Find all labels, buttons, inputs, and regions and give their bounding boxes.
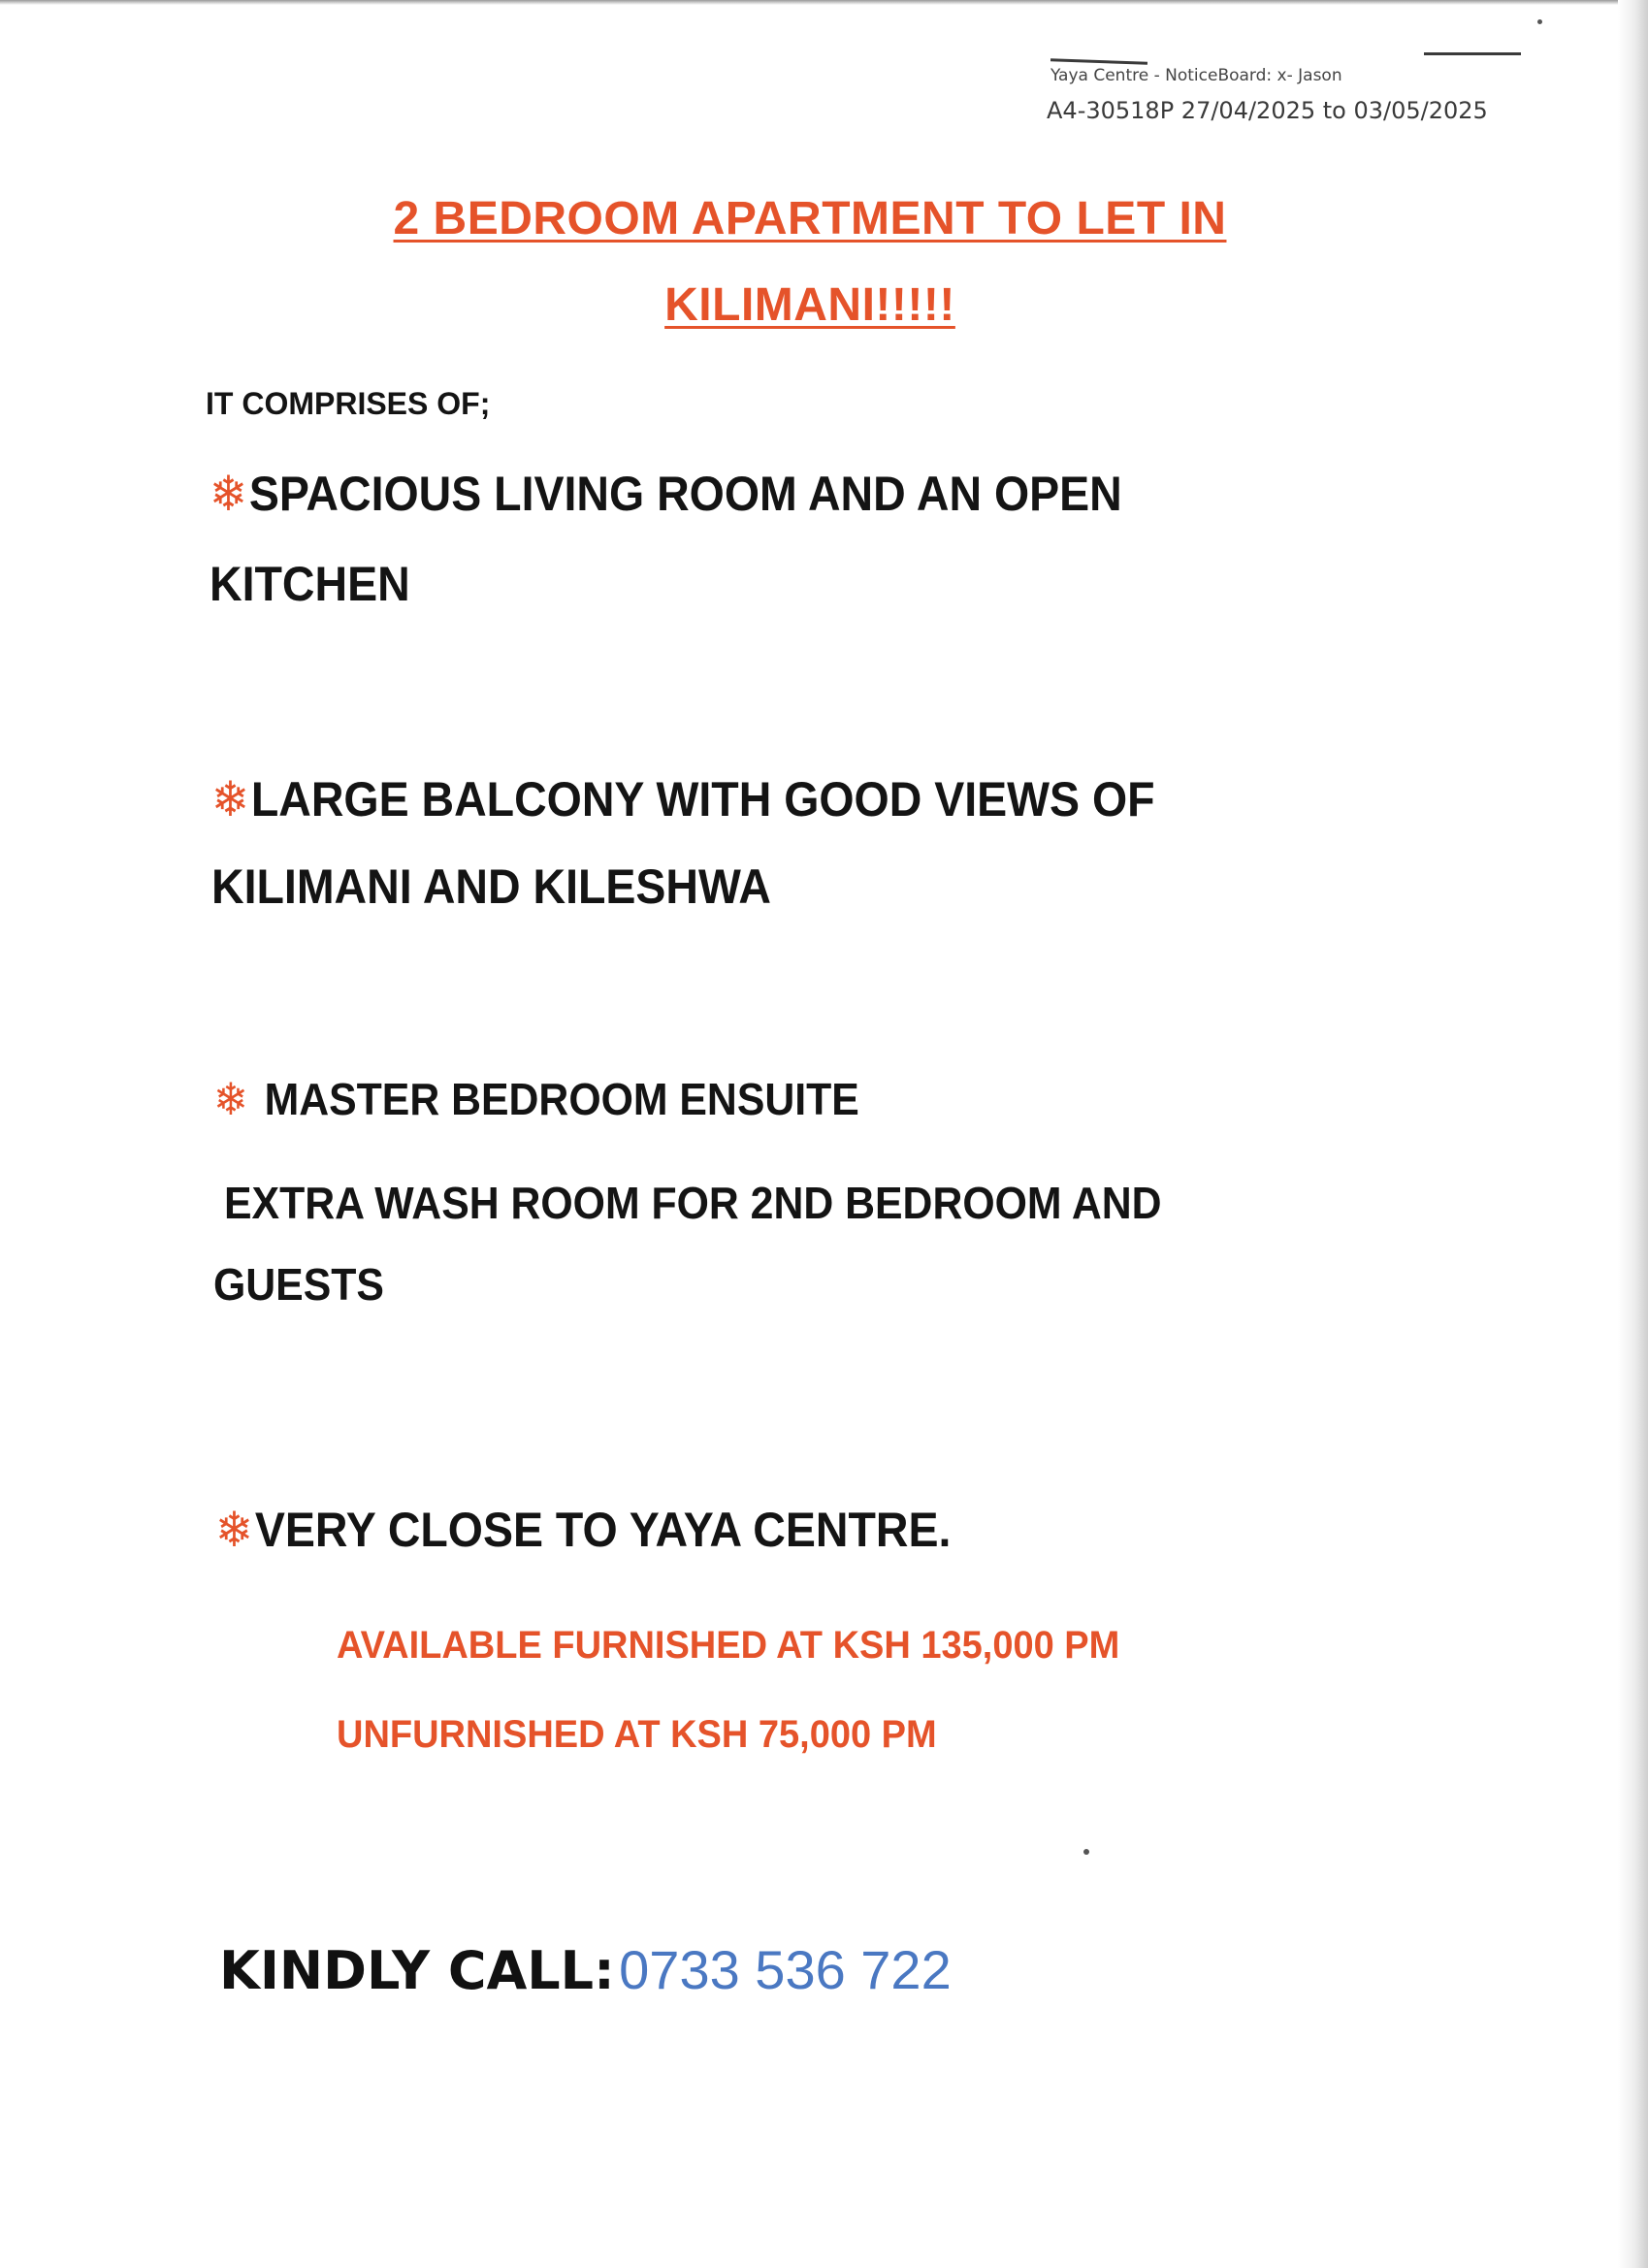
feature-extra-washroom [224,1177,1162,1229]
stamp-mark [1424,52,1521,55]
paper-right-shadow [1618,0,1648,2268]
feature-balcony [211,771,1155,827]
intro-text: IT COMPRISES OF; [206,386,491,421]
feature-text: VERY CLOSE TO YAYA CENTRE. [254,1503,952,1557]
scan-speck [1083,1849,1089,1855]
feature-text: LARGE BALCONY WITH GOOD VIEWS OF [250,772,1155,826]
contact-line [219,1938,952,2001]
contact-phone-number[interactable]: 0733 536 722 [619,1939,952,2000]
paper-top-edge [0,0,1648,5]
feature-text: GUESTS [213,1259,384,1310]
scan-speck [1537,19,1542,24]
snowflake-icon: ❄ [215,1502,253,1558]
feature-master-bedroom [213,1073,859,1125]
feature-balcony-continued [211,859,771,915]
feature-extra-washroom-continued [213,1258,384,1311]
feature-text: KITCHEN [210,557,410,611]
feature-near-yaya-centre [215,1502,951,1558]
feature-living-room [210,466,1122,522]
snowflake-icon: ❄ [211,771,249,827]
listing-title-line-1: 2 BEDROOM APARTMENT TO LET IN [393,193,1227,244]
feature-text: SPACIOUS LIVING ROOM AND AN OPEN [248,467,1122,521]
contact-label: KINDLY CALL: [219,1940,615,2001]
listing-title-line-2: KILIMANI!!!!! [664,279,955,331]
feature-text: KILIMANI AND KILESHWA [211,859,771,914]
noticeboard-stamp-line-1: Yaya Centre - NoticeBoard: x- Jason [1050,66,1342,85]
snowflake-icon: ❄ [210,466,247,522]
snowflake-icon: ❄ [213,1073,248,1125]
feature-text: EXTRA WASH ROOM FOR 2ND BEDROOM AND [224,1178,1162,1228]
stamp-mark [1050,58,1147,64]
price-furnished: AVAILABLE FURNISHED AT KSH 135,000 PM [337,1624,1120,1667]
feature-living-room-continued [210,556,410,612]
feature-text: MASTER BEDROOM ENSUITE [264,1074,859,1124]
price-unfurnished: UNFURNISHED AT KSH 75,000 PM [337,1713,937,1756]
noticeboard-stamp-line-2: A4-30518P 27/04/2025 to 03/05/2025 [1047,97,1488,124]
